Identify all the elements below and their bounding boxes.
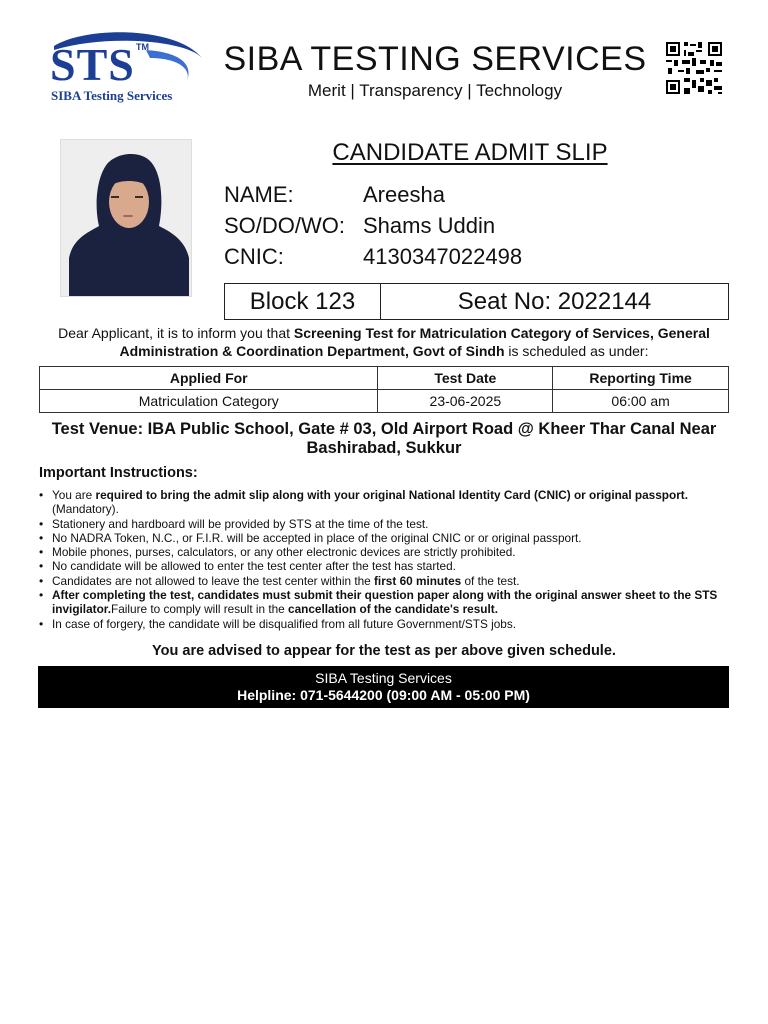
header-test-date: Test Date xyxy=(378,367,553,390)
header-applied-for: Applied For xyxy=(40,367,378,390)
logo-subtitle: SIBA Testing Services xyxy=(51,88,173,103)
table-row xyxy=(40,390,729,413)
instructions-list xyxy=(52,488,720,631)
qr-code-icon xyxy=(666,42,722,94)
block-number: Block 123 xyxy=(225,284,381,319)
list-item xyxy=(52,574,720,588)
instruction-bold: first 60 minutes xyxy=(374,573,462,588)
instruction-bold: cancellation of the candidate's result. xyxy=(288,602,498,617)
instructions-heading: Important Instructions: xyxy=(39,465,198,481)
instruction-text: You are xyxy=(52,488,96,502)
intro-suffix: is scheduled as under: xyxy=(504,342,649,359)
logo-trademark: TM xyxy=(136,42,149,52)
cell-applied-for: Matriculation Category xyxy=(40,390,378,413)
instruction-text: (Mandatory). xyxy=(52,502,119,517)
footer-banner xyxy=(38,666,729,708)
list-item: • Mobile phones, purses, calculators, or any other electronic devices are strictly prohibited. xyxy=(52,545,720,559)
instruction-bold: required to bring the admit slip along with your original National Identity Card (CNIC) or original passport. xyxy=(95,488,689,502)
instruction-bold: After completing the test, candidates must submit their question paper along with the original answer sheet to the STS invigilator. xyxy=(52,588,718,617)
instruction-text: Candidates are not allowed to leave the test center within the xyxy=(52,573,374,588)
advise-note: You are advised to appear for the test as per above given schedule. xyxy=(152,643,616,659)
schedule-table xyxy=(39,366,729,413)
candidate-portrait-icon xyxy=(61,140,192,297)
cnic-value: 4130347022498 xyxy=(363,244,523,269)
intro-test-name: Screening Test for Matriculation Category of Services, General Administration & Coordination Department, Govt of Sindh xyxy=(119,325,710,359)
seat-number: Seat No: 2022144 xyxy=(457,287,652,315)
relation-value: Shams Uddin xyxy=(363,213,496,238)
sts-logo xyxy=(46,28,206,104)
header-reporting-time: Reporting Time xyxy=(553,367,729,390)
admit-slip-title: CANDIDATE ADMIT SLIP xyxy=(332,139,608,166)
cnic-label: CNIC: xyxy=(224,244,284,269)
table-header-row xyxy=(40,367,729,390)
instruction-text: Failure to comply will result in the xyxy=(111,602,289,617)
footer-helpline: Helpline: 071-5644200 (09:00 AM - 05:00 PM) xyxy=(237,687,530,703)
cell-reporting-time: 06:00 am xyxy=(553,390,729,413)
name-label: NAME: xyxy=(224,182,294,207)
organization-tagline: Merit | Transparency | Technology xyxy=(307,81,563,100)
name-value: Areesha xyxy=(363,182,445,207)
logo-text: STS xyxy=(50,39,135,90)
list-item: • Stationery and hardboard will be provided by STS at the time of the test. xyxy=(52,517,720,531)
organization-title: SIBA TESTING SERVICES xyxy=(223,40,647,78)
list-item xyxy=(52,588,720,617)
test-venue: Test Venue: IBA Public School, Gate # 03, Old Airport Road @ Kheer Thar Canal Near Bashirabad, Sukkur xyxy=(51,420,717,457)
relation-label: SO/DO/WO: xyxy=(224,213,345,238)
footer-org: SIBA Testing Services xyxy=(315,670,452,686)
list-item: • In case of forgery, the candidate will be disqualified from all future Government/STS jobs. xyxy=(52,617,720,631)
block-seat-box xyxy=(224,283,729,320)
cell-test-date: 23-06-2025 xyxy=(378,390,553,413)
list-item xyxy=(52,488,720,517)
candidate-photo xyxy=(60,139,192,297)
intro-prefix: Dear Applicant, it is to inform you that xyxy=(58,325,294,341)
instruction-text: of the test. xyxy=(461,573,520,588)
list-item: • No candidate will be allowed to enter the test center after the test has started. xyxy=(52,559,720,573)
list-item: • No NADRA Token, N.C., or F.I.R. will be accepted in place of the original CNIC or or original passport. xyxy=(52,531,720,545)
intro-paragraph xyxy=(40,325,728,360)
